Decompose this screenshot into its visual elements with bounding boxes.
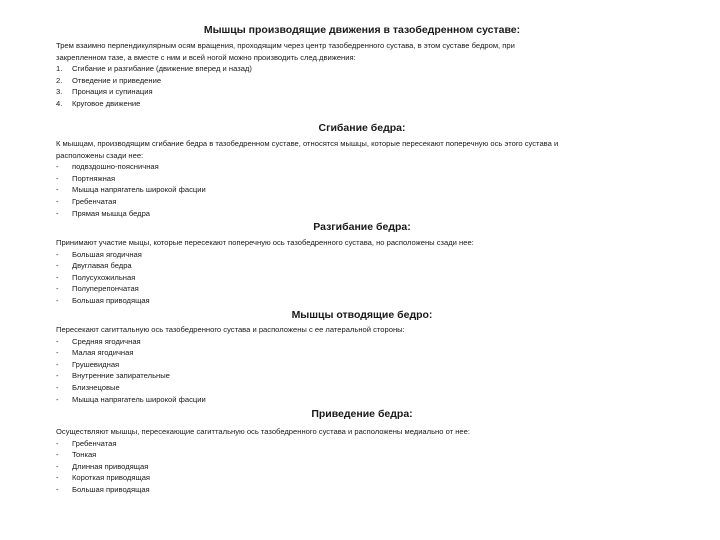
list-item <box>56 272 668 284</box>
intro-block <box>56 40 668 110</box>
bullet: - <box>56 438 59 448</box>
numbered-item <box>56 63 668 75</box>
item-number: 3. <box>56 87 63 97</box>
list-item <box>56 184 668 196</box>
item-text: Портняжная <box>72 173 116 183</box>
section-heading: Мышцы отводящие бедро: <box>291 309 433 321</box>
bullet: - <box>56 261 59 271</box>
numbered-item <box>56 75 668 87</box>
bullet: - <box>56 208 59 218</box>
numbered-item <box>56 98 668 110</box>
item-text: Грушевидная <box>72 359 120 369</box>
section-heading: Разгибание бедра: <box>313 221 411 233</box>
bullet: - <box>56 484 59 494</box>
item-text: Мышца напрягатель широкой фасции <box>72 185 206 195</box>
section-body <box>56 324 668 405</box>
item-text: Полусухожильная <box>72 272 136 282</box>
list-item <box>56 260 668 272</box>
list-item <box>56 283 668 295</box>
item-text: Короткая приводящая <box>72 473 151 483</box>
item-text: Полуперепончатая <box>72 284 139 294</box>
list-item <box>56 196 668 208</box>
main-title: Мышцы производящие движения в тазобедренном суставе: <box>203 24 521 36</box>
item-text: Пронация и супинация <box>72 87 153 97</box>
item-text: Длинная приводящая <box>72 461 149 471</box>
intro-line: закрепленном тазе, а вместе с ним и всей ногой можно производить след.движения: <box>56 52 356 62</box>
list-item <box>56 161 668 173</box>
item-text: Большая ягодичная <box>72 249 142 259</box>
numbered-item <box>56 86 668 98</box>
bullet: - <box>56 371 59 381</box>
section-body <box>56 426 668 496</box>
bullet: - <box>56 348 59 358</box>
bullet: - <box>56 249 59 259</box>
list-item <box>56 461 668 473</box>
item-text: Прямая мышца бедра <box>72 208 151 218</box>
item-text: Малая ягодичная <box>72 348 134 358</box>
section-heading: Приведение бедра: <box>311 408 413 420</box>
item-text: Большая приводящая <box>72 484 150 494</box>
item-text: Большая приводящая <box>72 295 150 305</box>
bullet: - <box>56 284 59 294</box>
list-item <box>56 295 668 307</box>
bullet: - <box>56 162 59 172</box>
bullet: - <box>56 359 59 369</box>
item-text: Средняя ягодичная <box>72 336 141 346</box>
list-item <box>56 472 668 484</box>
section-line: К мышцам, производящим сгибание бедра в тазобедренном суставе, относятся мышцы, которые пересекают поперечную ось этого сустава и <box>56 139 559 148</box>
item-text: Тонкая <box>72 450 97 460</box>
bullet: - <box>56 295 59 305</box>
section-line: Пересекают сагиттальную ось тазобедренного сустава и расположены с ее латеральной стороны: <box>56 325 405 334</box>
item-text: Отведение и приведение <box>72 75 162 85</box>
item-text: подвздошно-поясничная <box>72 162 159 172</box>
item-text: Мышца напрягатель широкой фасции <box>72 394 206 404</box>
item-number: 1. <box>56 64 63 74</box>
list-item <box>56 484 668 496</box>
list-item <box>56 394 668 406</box>
section-heading: Сгибание бедра: <box>318 122 406 134</box>
section-line: Осуществляют мышцы, пересекающие сагиттальную ось тазобедренного сустава и расположены медиально от нее: <box>56 427 470 436</box>
bullet: - <box>56 461 59 471</box>
bullet: - <box>56 382 59 392</box>
item-text: Круговое движение <box>72 98 141 108</box>
list-item <box>56 438 668 450</box>
bullet: - <box>56 173 59 183</box>
list-item <box>56 336 668 348</box>
item-number: 2. <box>56 75 63 85</box>
item-number: 4. <box>56 98 63 108</box>
item-text: Двуглавая бедра <box>72 261 132 271</box>
item-text: Гребенчатая <box>72 196 117 206</box>
item-text: Гребенчатая <box>72 438 117 448</box>
list-item <box>56 173 668 185</box>
bullet: - <box>56 394 59 404</box>
bullet: - <box>56 185 59 195</box>
bullet: - <box>56 473 59 483</box>
list-item <box>56 208 668 220</box>
list-item <box>56 249 668 261</box>
list-item <box>56 370 668 382</box>
item-text: Близнецовые <box>72 382 120 392</box>
bullet: - <box>56 450 59 460</box>
section-body <box>56 138 668 219</box>
list-item <box>56 382 668 394</box>
bullet: - <box>56 336 59 346</box>
section-line: Принимают участие мыцы, которые пересекают поперечную ось тазобедренного сустава, но расположены сзади нее: <box>56 238 474 247</box>
item-text: Внутренние запирательные <box>72 371 170 381</box>
bullet: - <box>56 196 59 206</box>
item-text: Сгибание и разгибание (движение вперед и назад) <box>72 64 252 74</box>
list-item <box>56 449 668 461</box>
list-item <box>56 347 668 359</box>
bullet: - <box>56 272 59 282</box>
section-body <box>56 237 668 307</box>
section-line: расположены сзади нее: <box>56 150 144 160</box>
intro-line: Трем взаимно перпендикулярным осям вращения, проходящим через центр тазобедренного сустава, в этом суставе бедром, при <box>56 41 515 50</box>
list-item <box>56 359 668 371</box>
